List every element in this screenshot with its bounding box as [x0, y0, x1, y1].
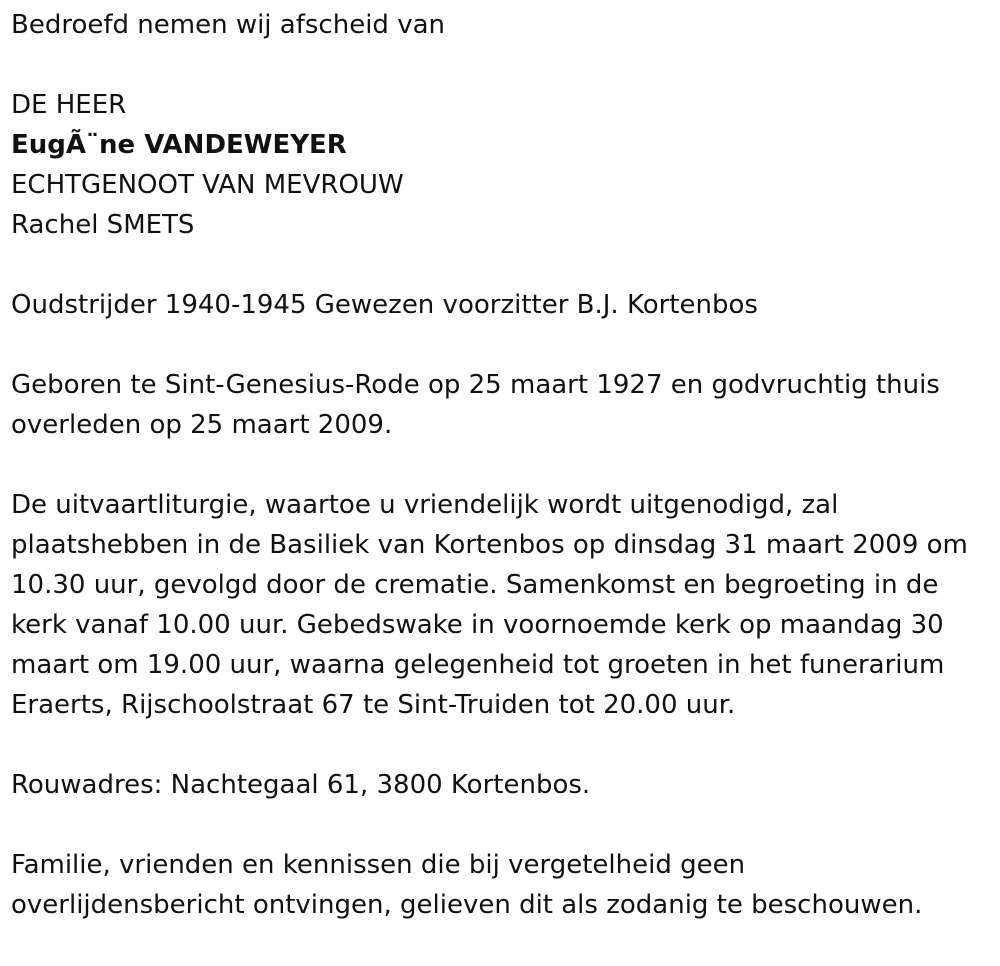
birth-death-paragraph	[11, 365, 991, 445]
spacer	[11, 805, 991, 845]
spacer	[11, 325, 991, 365]
paragraph-line: overleden op 25 maart 2009.	[11, 410, 393, 440]
paragraph-line: Eraerts, Rijschoolstraat 67 te Sint-Truiden tot 20.00 uur.	[11, 690, 736, 720]
spacer	[11, 245, 991, 285]
paragraph-line: plaatshebben in de Basiliek van Kortenbos op dinsdag 31 maart 2009 om	[11, 530, 968, 560]
paragraph-line: 10.30 uur, gevolgd door de crematie. Samenkomst en begroeting in de	[11, 570, 939, 600]
spouse-label: ECHTGENOOT VAN MEVROUW	[11, 170, 404, 200]
spouse-name: Rachel SMETS	[11, 210, 195, 240]
obituary-document	[11, 5, 991, 925]
address-text: Rouwadres: Nachtegaal 61, 3800 Kortenbos.	[11, 770, 591, 800]
paragraph-line: De uitvaartliturgie, waartoe u vriendelijk wordt uitgenodigd, zal	[11, 490, 839, 520]
roles-text: Oudstrijder 1940-1945 Gewezen voorzitter B.J. Kortenbos	[11, 290, 758, 320]
paragraph-line: Familie, vrienden en kennissen die bij vergetelheid geen	[11, 850, 746, 880]
spacer	[11, 445, 991, 485]
spacer	[11, 45, 991, 85]
paragraph-line: kerk vanaf 10.00 uur. Gebedswake in voornoemde kerk op maandag 30	[11, 610, 944, 640]
ceremony-paragraph	[11, 485, 991, 725]
closing-paragraph	[11, 845, 991, 925]
title-text: DE HEER	[11, 90, 127, 120]
deceased-name: EugÃ¨ne VANDEWEYER	[11, 130, 347, 160]
intro-text: Bedroefd nemen wij afscheid van	[11, 10, 445, 40]
paragraph-line: overlijdensbericht ontvingen, gelieven dit als zodanig te beschouwen.	[11, 890, 923, 920]
paragraph-line: Geboren te Sint-Genesius-Rode op 25 maart 1927 en godvruchtig thuis	[11, 370, 940, 400]
paragraph-line: maart om 19.00 uur, waarna gelegenheid tot groeten in het funerarium	[11, 650, 945, 680]
spacer	[11, 725, 991, 765]
